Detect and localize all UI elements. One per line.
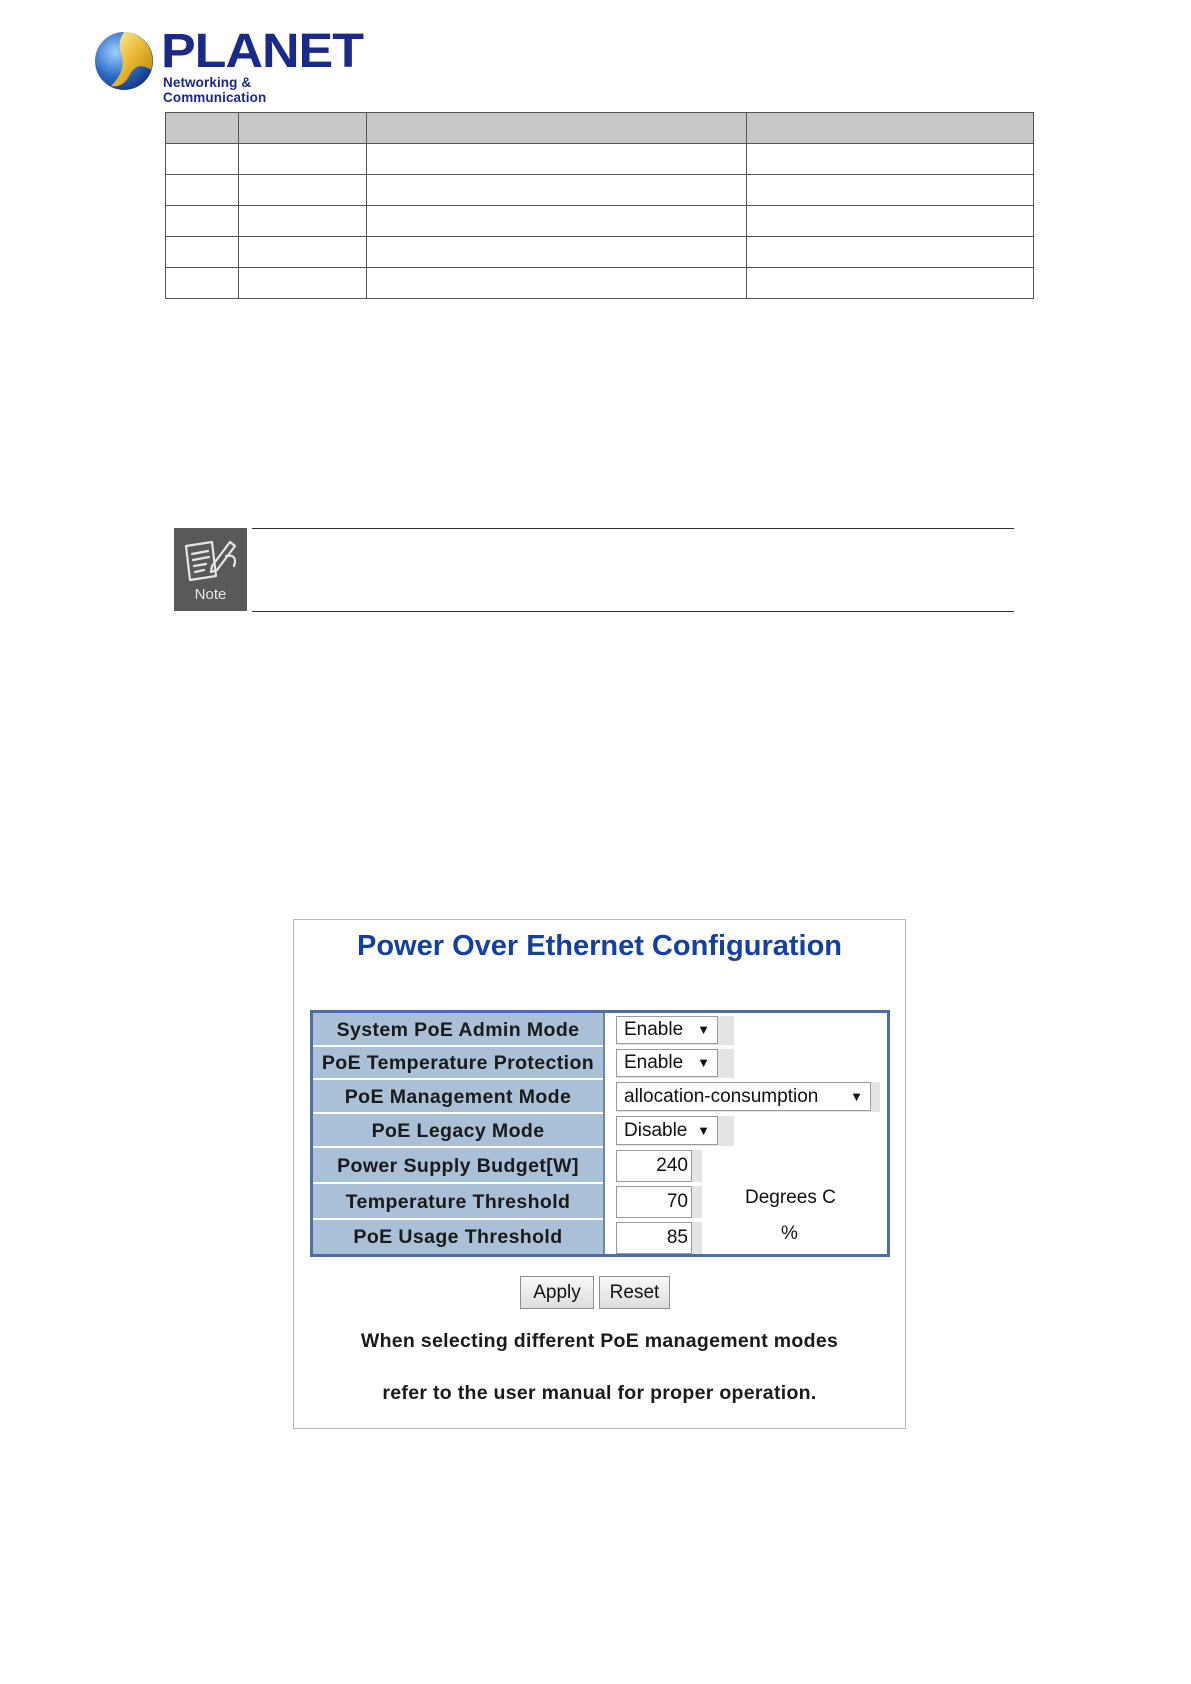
dropdown-arrow-icon: ▼ [697,1123,710,1138]
system-poe-admin-mode-select[interactable] [616,1016,718,1044]
poe-temperature-protection-select[interactable] [616,1049,718,1077]
poe-legacy-mode-value: Disable [624,1120,688,1141]
poe-config-table [310,1010,890,1257]
globe-logo-icon [93,30,155,92]
poe-usage-threshold-unit: % [781,1223,798,1244]
planet-logo [93,24,363,105]
table-row [166,237,1034,268]
spec-table [165,112,1034,299]
note-top-rule [252,528,1014,529]
hint-line-1: When selecting different PoE management modes [360,1330,839,1352]
label-poe-legacy-mode: PoE Legacy Mode [313,1114,605,1148]
hint-line-2: refer to the user manual for proper operation. [382,1382,817,1404]
dropdown-arrow-icon: ▼ [850,1089,863,1104]
row-temperature-threshold [313,1184,887,1220]
dropdown-arrow-icon: ▼ [697,1022,710,1037]
table-row [166,206,1034,237]
table-row [166,175,1034,206]
table-header-row [166,113,1034,144]
label-poe-usage-threshold: PoE Usage Threshold [313,1220,605,1254]
poe-config-panel [293,919,906,1429]
row-poe-temperature-protection [313,1047,887,1080]
poe-temperature-protection-value: Enable [624,1052,684,1073]
label-poe-management-mode: PoE Management Mode [313,1080,605,1114]
notepad-pen-icon [182,536,240,584]
row-system-poe-admin-mode [313,1013,887,1047]
poe-usage-threshold-input[interactable]: 85 [616,1222,692,1254]
row-poe-legacy-mode [313,1114,887,1148]
reset-button[interactable]: Reset [599,1276,670,1309]
system-poe-admin-mode-value: Enable [624,1019,684,1040]
poe-legacy-mode-select[interactable] [616,1116,718,1145]
temperature-threshold-input[interactable]: 70 [616,1186,692,1218]
apply-button[interactable]: Apply [520,1276,594,1309]
brand-tagline: Networking & Communication [163,75,267,105]
temperature-threshold-unit: Degrees C [745,1187,836,1208]
row-power-supply-budget [313,1148,887,1184]
row-poe-usage-threshold [313,1220,887,1254]
table-row [166,144,1034,175]
poe-management-mode-select[interactable] [616,1082,871,1111]
label-temperature-threshold: Temperature Threshold [313,1184,605,1220]
note-label: Note [194,586,227,603]
brand-name: PLANET [161,24,363,79]
label-poe-temperature-protection: PoE Temperature Protection [313,1047,605,1080]
note-bottom-rule [252,611,1014,612]
note-icon [174,528,247,611]
poe-management-mode-value: allocation-consumption [624,1086,819,1107]
page-title: Power Over Ethernet Configuration [357,930,842,962]
table-row [166,268,1034,299]
row-poe-management-mode [313,1080,887,1114]
dropdown-arrow-icon: ▼ [697,1055,710,1070]
power-supply-budget-input[interactable]: 240 [616,1150,692,1182]
label-system-poe-admin-mode: System PoE Admin Mode [313,1013,605,1047]
label-power-supply-budget: Power Supply Budget[W] [313,1148,605,1184]
